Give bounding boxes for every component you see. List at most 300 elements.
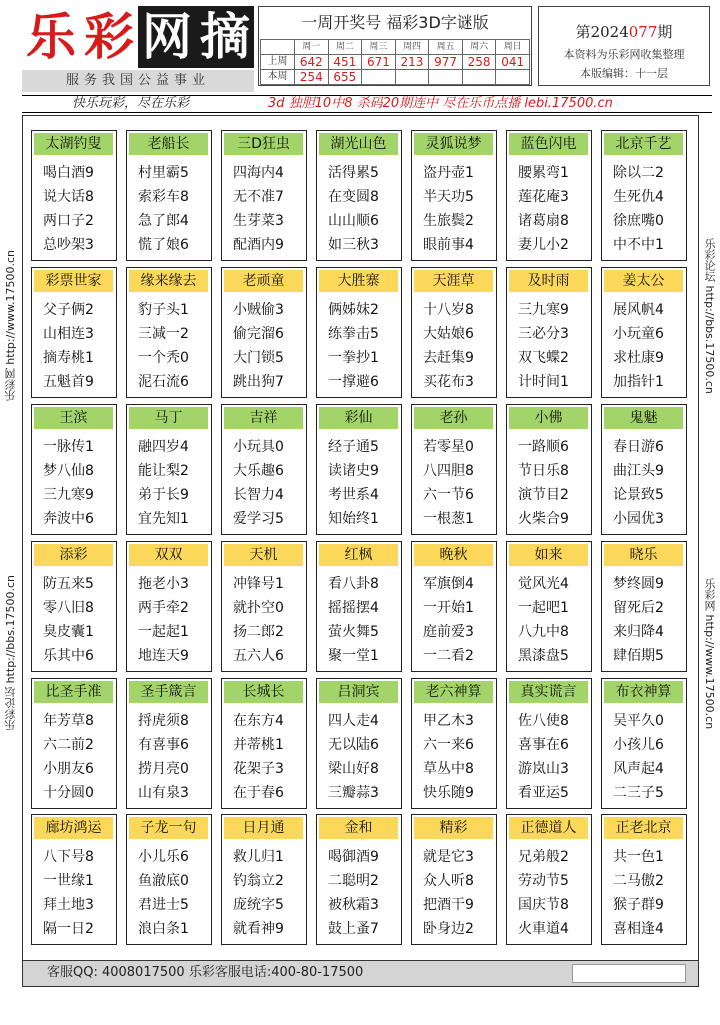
card-lines — [138, 298, 210, 394]
riddle-line: 展风帆4 — [613, 302, 664, 318]
riddle-card — [31, 678, 117, 809]
riddle-line: 觉风光4 — [518, 576, 569, 592]
riddle-line: 梦终圆9 — [613, 576, 664, 592]
riddle-line: 捋虎须8 — [138, 713, 189, 729]
card-title: 布衣神算 — [604, 681, 683, 703]
card-row — [31, 404, 691, 535]
riddle-line: 鼓上蚤7 — [328, 921, 379, 937]
card-title: 湖光山色 — [319, 133, 398, 155]
riddle-card — [411, 541, 497, 672]
card-lines — [233, 161, 305, 257]
riddle-line: 二聪明2 — [328, 873, 379, 889]
card-lines — [233, 572, 305, 668]
riddle-line: 就是它3 — [423, 849, 474, 865]
riddle-line: 一世缘1 — [43, 873, 94, 889]
riddle-line: 知始终1 — [328, 511, 379, 527]
card-lines — [613, 845, 685, 941]
card-title: 真实谎言 — [509, 681, 588, 703]
riddle-line: 跳出狗7 — [233, 374, 284, 390]
draw-header-row — [261, 40, 530, 55]
draw-number — [496, 70, 530, 85]
riddle-line: 吴平久0 — [613, 713, 664, 729]
riddle-card — [221, 130, 307, 261]
riddle-card — [601, 814, 687, 945]
riddle-line: 小朋友6 — [43, 761, 94, 777]
last-week-label: 上周 — [261, 55, 295, 70]
card-lines — [328, 709, 400, 805]
draw-number — [362, 70, 396, 85]
riddle-card — [411, 814, 497, 945]
card-title: 双双 — [129, 544, 208, 566]
riddle-line: 零八旧8 — [43, 600, 94, 616]
card-row — [31, 267, 691, 398]
logo-char: 乐 — [26, 8, 76, 66]
riddle-line: 大姑娘6 — [423, 326, 474, 342]
riddle-line: 半天功5 — [423, 189, 474, 205]
card-title: 灵狐说梦 — [414, 133, 493, 155]
logo-slogan: 服务我国公益事业 — [22, 70, 254, 92]
riddle-line: 佐八使8 — [518, 713, 569, 729]
card-lines — [423, 845, 495, 941]
card-lines — [423, 298, 495, 394]
riddle-card — [221, 541, 307, 672]
side-text-right-top: 乐彩论坛 http://bbs.17500.cn — [703, 238, 716, 394]
riddle-line: 八九中8 — [518, 624, 569, 640]
riddle-line: 梁山好8 — [328, 761, 379, 777]
riddle-line: 能让梨2 — [138, 463, 189, 479]
riddle-line: 一路顺6 — [518, 439, 569, 455]
riddle-line: 并蒂桃1 — [233, 737, 284, 753]
riddle-line: 君进士5 — [138, 897, 189, 913]
riddle-line: 一开始1 — [423, 600, 474, 616]
riddle-line: 两手牵2 — [138, 600, 189, 616]
draw-number: 451 — [328, 55, 362, 70]
card-title: 晓乐 — [604, 544, 683, 566]
riddle-line: 双飞蝶2 — [518, 350, 569, 366]
riddle-line: 猴子群9 — [613, 897, 664, 913]
riddle-card — [221, 404, 307, 535]
riddle-line: 一起吧1 — [518, 600, 569, 616]
riddle-line: 村里霸5 — [138, 165, 189, 181]
draw-number — [395, 70, 429, 85]
riddle-line: 火車道4 — [518, 921, 569, 937]
riddle-line: 肆佰期5 — [613, 648, 664, 664]
riddle-card — [316, 404, 402, 535]
riddle-line: 生旅鬓2 — [423, 213, 474, 229]
riddle-line: 黑漆盘5 — [518, 648, 569, 664]
card-title: 天涯草 — [414, 270, 493, 292]
riddle-card — [506, 814, 592, 945]
card-lines — [328, 435, 400, 531]
card-lines — [138, 572, 210, 668]
riddle-line: 曲江头9 — [613, 463, 664, 479]
card-title: 老船长 — [129, 133, 208, 155]
riddle-line: 长智力4 — [233, 487, 284, 503]
riddle-line: 四海内4 — [233, 165, 284, 181]
card-lines — [613, 161, 685, 257]
footer-contact: 客服QQ: 4008017500 乐彩客服电话:400-80-17500 — [47, 965, 364, 980]
riddle-card — [506, 404, 592, 535]
card-title: 晚秋 — [414, 544, 493, 566]
riddle-line: 除以二2 — [613, 165, 664, 181]
riddle-line: 若零星0 — [423, 439, 474, 455]
weekday-cell: 周日 — [496, 40, 530, 55]
card-title: 红枫 — [319, 544, 398, 566]
riddle-card — [411, 678, 497, 809]
riddle-line: 摘寿桃1 — [43, 350, 94, 366]
riddle-line: 大门锁5 — [233, 350, 284, 366]
card-row — [31, 814, 691, 945]
card-lines — [423, 435, 495, 531]
card-lines — [43, 435, 115, 531]
card-row — [31, 541, 691, 672]
riddle-line: 被秋霜3 — [328, 897, 379, 913]
riddle-line: 风声起4 — [613, 761, 664, 777]
riddle-line: 宜先知1 — [138, 511, 189, 527]
riddle-line: 说大话8 — [43, 189, 94, 205]
draw-number — [462, 70, 496, 85]
riddle-card — [411, 267, 497, 398]
riddle-line: 论景致5 — [613, 487, 664, 503]
riddle-line: 游岚山3 — [518, 761, 569, 777]
riddle-line: 六一节6 — [423, 487, 474, 503]
weekday-cell: 周三 — [362, 40, 396, 55]
riddle-line: 腰累弯1 — [518, 165, 569, 181]
riddle-line: 三减一2 — [138, 326, 189, 342]
riddle-line: 把酒干9 — [423, 897, 474, 913]
card-title: 三D狂虫 — [224, 133, 303, 155]
riddle-line: 山有泉3 — [138, 785, 189, 801]
riddle-line: 摇摇摆4 — [328, 600, 379, 616]
riddle-line: 劳动节5 — [518, 873, 569, 889]
card-row — [31, 130, 691, 261]
riddle-line: 臭皮囊1 — [43, 624, 94, 640]
riddle-line: 隔一日2 — [43, 921, 94, 937]
riddle-line: 两口子2 — [43, 213, 94, 229]
riddle-line: 八四胆8 — [423, 463, 474, 479]
riddle-line: 练拳击5 — [328, 326, 379, 342]
draw-number: 642 — [295, 55, 329, 70]
card-title: 大胜寨 — [319, 270, 398, 292]
card-lines — [43, 572, 115, 668]
riddle-line: 经子通5 — [328, 439, 379, 455]
riddle-card — [31, 267, 117, 398]
riddle-line: 在东方4 — [233, 713, 284, 729]
riddle-line: 爱学习5 — [233, 511, 284, 527]
card-lines — [233, 709, 305, 805]
riddle-card — [506, 130, 592, 261]
riddle-card — [126, 678, 212, 809]
riddle-line: 喝白酒9 — [43, 165, 94, 181]
riddle-line: 喜事在6 — [518, 737, 569, 753]
card-lines — [43, 709, 115, 805]
riddle-line: 慌了娘6 — [138, 237, 189, 253]
riddle-line: 十分圆0 — [43, 785, 94, 801]
logo-char: 网 — [138, 6, 196, 68]
riddle-line: 来归降4 — [613, 624, 664, 640]
riddle-line: 萤火舞5 — [328, 624, 379, 640]
riddle-card — [31, 130, 117, 261]
riddle-line: 五六人6 — [233, 648, 284, 664]
card-title: 老孙 — [414, 407, 493, 429]
riddle-line: 五魁首9 — [43, 374, 94, 390]
riddle-card — [221, 267, 307, 398]
draw-number: 213 — [395, 55, 429, 70]
riddle-line: 父子俩2 — [43, 302, 94, 318]
draw-title: 一周开奖号 福彩3D字谜版 — [301, 13, 489, 32]
riddle-line: 庞统字5 — [233, 897, 284, 913]
this-week-label: 本周 — [261, 70, 295, 85]
riddle-card — [601, 130, 687, 261]
riddle-line: 一起起1 — [138, 624, 189, 640]
card-title: 精彩 — [414, 817, 493, 839]
issue-box — [538, 6, 710, 86]
riddle-line: 三必分3 — [518, 326, 569, 342]
riddle-line: 豹子头1 — [138, 302, 189, 318]
riddle-card — [126, 267, 212, 398]
issue-prefix: 第2024 — [575, 23, 629, 41]
card-title: 吕洞宾 — [319, 681, 398, 703]
riddle-line: 考世系4 — [328, 487, 379, 503]
card-lines — [138, 709, 210, 805]
riddle-line: 总吵架3 — [43, 237, 94, 253]
card-lines — [613, 709, 685, 805]
riddle-line: 花架子3 — [233, 761, 284, 777]
weekday-cell: 周四 — [395, 40, 429, 55]
editor-note: 本版编辑：十一层 — [580, 67, 668, 80]
riddle-line: 融四岁4 — [138, 439, 189, 455]
riddle-line: 六一来6 — [423, 737, 474, 753]
riddle-line: 兄弟般2 — [518, 849, 569, 865]
riddle-line: 小园优3 — [613, 511, 664, 527]
riddle-line: 大乐趣6 — [233, 463, 284, 479]
riddle-line: 就扑空0 — [233, 600, 284, 616]
card-title: 小佛 — [509, 407, 588, 429]
card-lines — [328, 572, 400, 668]
side-text-left-bottom: 乐彩论坛 http://bbs.17500.cn — [4, 575, 17, 731]
riddle-card — [221, 678, 307, 809]
draw-number — [429, 70, 463, 85]
card-title: 正德道人 — [509, 817, 588, 839]
riddle-line: 生芽菜3 — [233, 213, 284, 229]
riddle-line: 浪白条1 — [138, 921, 189, 937]
riddle-line: 三九寒9 — [43, 487, 94, 503]
riddle-line: 三九寒9 — [518, 302, 569, 318]
card-title: 正老北京 — [604, 817, 683, 839]
draw-number: 258 — [462, 55, 496, 70]
riddle-card — [316, 814, 402, 945]
riddle-line: 快乐随9 — [423, 785, 474, 801]
riddle-card — [601, 404, 687, 535]
card-title: 比圣手准 — [34, 681, 113, 703]
riddle-line: 捞月亮0 — [138, 761, 189, 777]
logo-char: 摘 — [196, 6, 254, 68]
riddle-line: 俩姊妹2 — [328, 302, 379, 318]
card-lines — [328, 845, 400, 941]
weekday-cell: 周五 — [429, 40, 463, 55]
this-week-row — [261, 70, 530, 85]
riddle-card — [316, 267, 402, 398]
side-text-left-top: 乐彩网 http://www.17500.cn — [4, 250, 17, 402]
riddle-card — [601, 541, 687, 672]
weekday-cell: 周六 — [462, 40, 496, 55]
riddle-card — [316, 678, 402, 809]
riddle-line: 生死仇4 — [613, 189, 664, 205]
riddle-line: 救儿归1 — [233, 849, 284, 865]
riddle-line: 一根葱1 — [423, 511, 474, 527]
riddle-line: 国庆节8 — [518, 897, 569, 913]
draw-number: 041 — [496, 55, 530, 70]
riddle-line: 徐庶嘴0 — [613, 213, 664, 229]
card-lines — [233, 845, 305, 941]
riddle-line: 加指针1 — [613, 374, 664, 390]
footer — [22, 961, 699, 987]
riddle-line: 看亚运5 — [518, 785, 569, 801]
banner-ad: 3d 独胆10中8 杀码20期连中 尽在乐币点播 lebi.17500.cn — [268, 96, 613, 111]
weekday-cell: 周一 — [295, 40, 329, 55]
card-lines — [138, 845, 210, 941]
riddle-card — [601, 267, 687, 398]
logo — [22, 6, 254, 94]
card-title: 天机 — [224, 544, 303, 566]
card-title: 北京千艺 — [604, 133, 683, 155]
footer-blank-box — [572, 964, 686, 983]
card-lines — [613, 572, 685, 668]
riddle-line: 中不中1 — [613, 237, 664, 253]
card-lines — [613, 435, 685, 531]
riddle-line: 春日游6 — [613, 439, 664, 455]
riddle-line: 军旗倒4 — [423, 576, 474, 592]
riddle-line: 乐其中6 — [43, 648, 94, 664]
riddle-line: 庭前爱3 — [423, 624, 474, 640]
card-title: 廊坊鸿运 — [34, 817, 113, 839]
draw-number: 671 — [362, 55, 396, 70]
weekday-cell: 周二 — [328, 40, 362, 55]
card-lines — [43, 845, 115, 941]
riddle-line: 小玩具0 — [233, 439, 284, 455]
riddle-line: 一撑避6 — [328, 374, 379, 390]
source-note: 本资料为乐彩网收集整理 — [563, 48, 685, 61]
riddle-card — [506, 267, 592, 398]
banner — [22, 95, 712, 113]
card-title: 圣手箴言 — [129, 681, 208, 703]
card-title: 太湖钓叟 — [34, 133, 113, 155]
riddle-line: 在变圆8 — [328, 189, 379, 205]
banner-slogan: 快乐玩彩，尽在乐彩 — [72, 96, 190, 111]
riddle-card — [126, 541, 212, 672]
card-row — [31, 678, 691, 809]
riddle-line: 弟于长9 — [138, 487, 189, 503]
riddle-card — [411, 404, 497, 535]
riddle-line: 配酒内9 — [233, 237, 284, 253]
card-lines — [518, 845, 590, 941]
card-title: 及时雨 — [509, 270, 588, 292]
riddle-line: 山山顺6 — [328, 213, 379, 229]
card-title: 王滨 — [34, 407, 113, 429]
card-title: 马丁 — [129, 407, 208, 429]
riddle-line: 一个秃0 — [138, 350, 189, 366]
card-lines — [138, 435, 210, 531]
riddle-line: 读诸史9 — [328, 463, 379, 479]
riddle-line: 众人听8 — [423, 873, 474, 889]
riddle-line: 聚一堂1 — [328, 648, 379, 664]
riddle-board — [22, 115, 699, 961]
riddle-line: 泥石流6 — [138, 374, 189, 390]
card-lines — [43, 298, 115, 394]
riddle-line: 盗丹壶1 — [423, 165, 474, 181]
card-lines — [423, 709, 495, 805]
riddle-line: 十八岁8 — [423, 302, 474, 318]
riddle-line: 梦八仙8 — [43, 463, 94, 479]
card-lines — [613, 298, 685, 394]
card-title: 添彩 — [34, 544, 113, 566]
card-title: 彩票世家 — [34, 270, 113, 292]
logo-text — [22, 6, 254, 68]
riddle-card — [31, 404, 117, 535]
riddle-line: 诸葛扇8 — [518, 213, 569, 229]
weekly-draw-box — [258, 6, 532, 86]
riddle-line: 山相连3 — [43, 326, 94, 342]
riddle-line: 去赶集9 — [423, 350, 474, 366]
riddle-card — [221, 814, 307, 945]
card-lines — [423, 572, 495, 668]
riddle-line: 拜土地3 — [43, 897, 94, 913]
card-title: 如来 — [509, 544, 588, 566]
draw-table — [260, 39, 530, 85]
riddle-line: 拖老小3 — [138, 576, 189, 592]
riddle-line: 有喜事6 — [138, 737, 189, 753]
riddle-line: 眼前事4 — [423, 237, 474, 253]
card-title: 子龙一句 — [129, 817, 208, 839]
riddle-line: 无以陆6 — [328, 737, 379, 753]
card-lines — [233, 298, 305, 394]
draw-number: 655 — [328, 70, 362, 85]
corner-cell — [261, 40, 295, 55]
riddle-line: 冲锋号1 — [233, 576, 284, 592]
riddle-card — [316, 541, 402, 672]
riddle-line: 卧身边2 — [423, 921, 474, 937]
riddle-card — [601, 678, 687, 809]
draw-number: 254 — [295, 70, 329, 85]
card-title: 金和 — [319, 817, 398, 839]
riddle-grid — [31, 130, 691, 945]
riddle-line: 一脉传1 — [43, 439, 94, 455]
riddle-line: 防五来5 — [43, 576, 94, 592]
riddle-line: 三瓣蒜3 — [328, 785, 379, 801]
riddle-line: 一二看2 — [423, 648, 474, 664]
riddle-line: 计时间1 — [518, 374, 569, 390]
riddle-card — [31, 814, 117, 945]
riddle-line: 一拳抄1 — [328, 350, 379, 366]
card-title: 长城长 — [224, 681, 303, 703]
riddle-card — [31, 541, 117, 672]
riddle-line: 急了郎4 — [138, 213, 189, 229]
riddle-line: 钓翁立2 — [233, 873, 284, 889]
draw-number: 977 — [429, 55, 463, 70]
side-text-right-bottom: 乐彩网 http://www.17500.cn — [703, 578, 716, 730]
riddle-line: 地连天9 — [138, 648, 189, 664]
card-title: 老顽童 — [224, 270, 303, 292]
riddle-line: 演节目2 — [518, 487, 569, 503]
riddle-card — [506, 678, 592, 809]
riddle-card — [506, 541, 592, 672]
riddle-line: 奔波中6 — [43, 511, 94, 527]
riddle-card — [126, 814, 212, 945]
riddle-line: 二三子5 — [613, 785, 664, 801]
riddle-line: 六二前2 — [43, 737, 94, 753]
riddle-line: 就看神9 — [233, 921, 284, 937]
card-lines — [423, 161, 495, 257]
